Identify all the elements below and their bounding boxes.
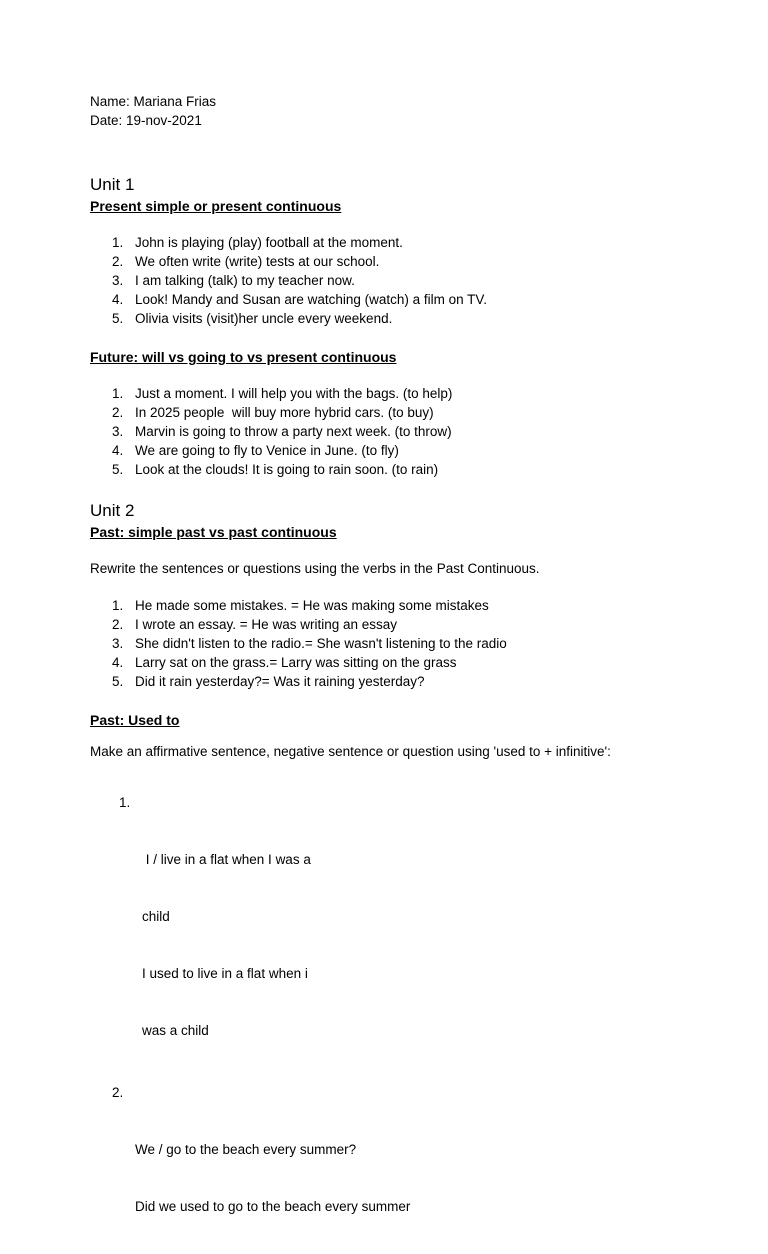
list-item: 2. We / go to the beach every summer? Did we used to go to the beach every summer	[90, 1083, 730, 1254]
list-item: 4. Larry sat on the grass.= Larry was sitting on the grass	[112, 655, 457, 670]
list-item: 5. Did it rain yesterday?= Was it raining yesterday?	[112, 674, 425, 689]
unit2-section1-title: Past: simple past vs past continuous	[90, 524, 337, 540]
list-item: 2. I wrote an essay. = He was writing an essay	[112, 617, 397, 632]
item-prompt-cont: child	[142, 909, 170, 924]
unit1-section2-title: Future: will vs going to vs present continuous	[90, 349, 397, 365]
list-item: 2. We often write (write) tests at our school.	[112, 254, 380, 269]
list-item: 2. In 2025 people will buy more hybrid cars. (to buy)	[112, 405, 434, 420]
list-item: 5. Look at the clouds! It is going to rain soon. (to rain)	[112, 462, 439, 477]
list-item: 1. John is playing (play) football at the moment.	[112, 235, 403, 250]
item-answer: I used to live in a flat when i	[142, 966, 308, 981]
list-item: 4. We are going to fly to Venice in June. (to fly)	[112, 443, 399, 458]
unit1-title: Unit 1	[90, 175, 135, 194]
item-answer: Did we used to go to the beach every summer	[135, 1199, 411, 1214]
list-item: 1. I / live in a flat when I was a child I used to live in a flat when i was a child	[90, 793, 730, 1078]
list-item: 1. Just a moment. I will help you with the bags. (to help)	[112, 386, 453, 401]
document-date: Date: 19-nov-2021	[90, 113, 202, 128]
item-answer-cont: was a child	[142, 1023, 209, 1038]
list-item: 3. Marvin is going to throw a party next week. (to throw)	[112, 424, 452, 439]
list-item: 5. Olivia visits (visit)her uncle every weekend.	[112, 311, 393, 326]
list-item: 3. I am talking (talk) to my teacher now.	[112, 273, 355, 288]
unit2-section1-list	[90, 596, 730, 691]
list-item: 3. She didn't listen to the radio.= She wasn't listening to the radio	[112, 636, 507, 651]
unit1-section2-list	[90, 384, 730, 479]
list-item: 4. Look! Mandy and Susan are watching (watch) a film on TV.	[112, 292, 487, 307]
document-page	[90, 92, 730, 1254]
item-prompt: We / go to the beach every summer?	[135, 1142, 357, 1157]
unit2-section2-instruction: Make an affirmative sentence, negative sentence or question using 'used to + infinitive':	[90, 744, 611, 759]
item-prompt: I / live in a flat when I was a	[142, 852, 311, 867]
list-item: 1. He made some mistakes. = He was making some mistakes	[112, 598, 489, 613]
student-name: Name: Mariana Frias	[90, 94, 217, 109]
unit2-section1-instruction: Rewrite the sentences or questions using the verbs in the Past Continuous.	[90, 561, 540, 576]
unit2-section2-title: Past: Used to	[90, 712, 180, 728]
unit1-section1-list	[90, 233, 730, 328]
unit2-title: Unit 2	[90, 501, 135, 520]
unit1-section1-title: Present simple or present continuous	[90, 198, 342, 214]
